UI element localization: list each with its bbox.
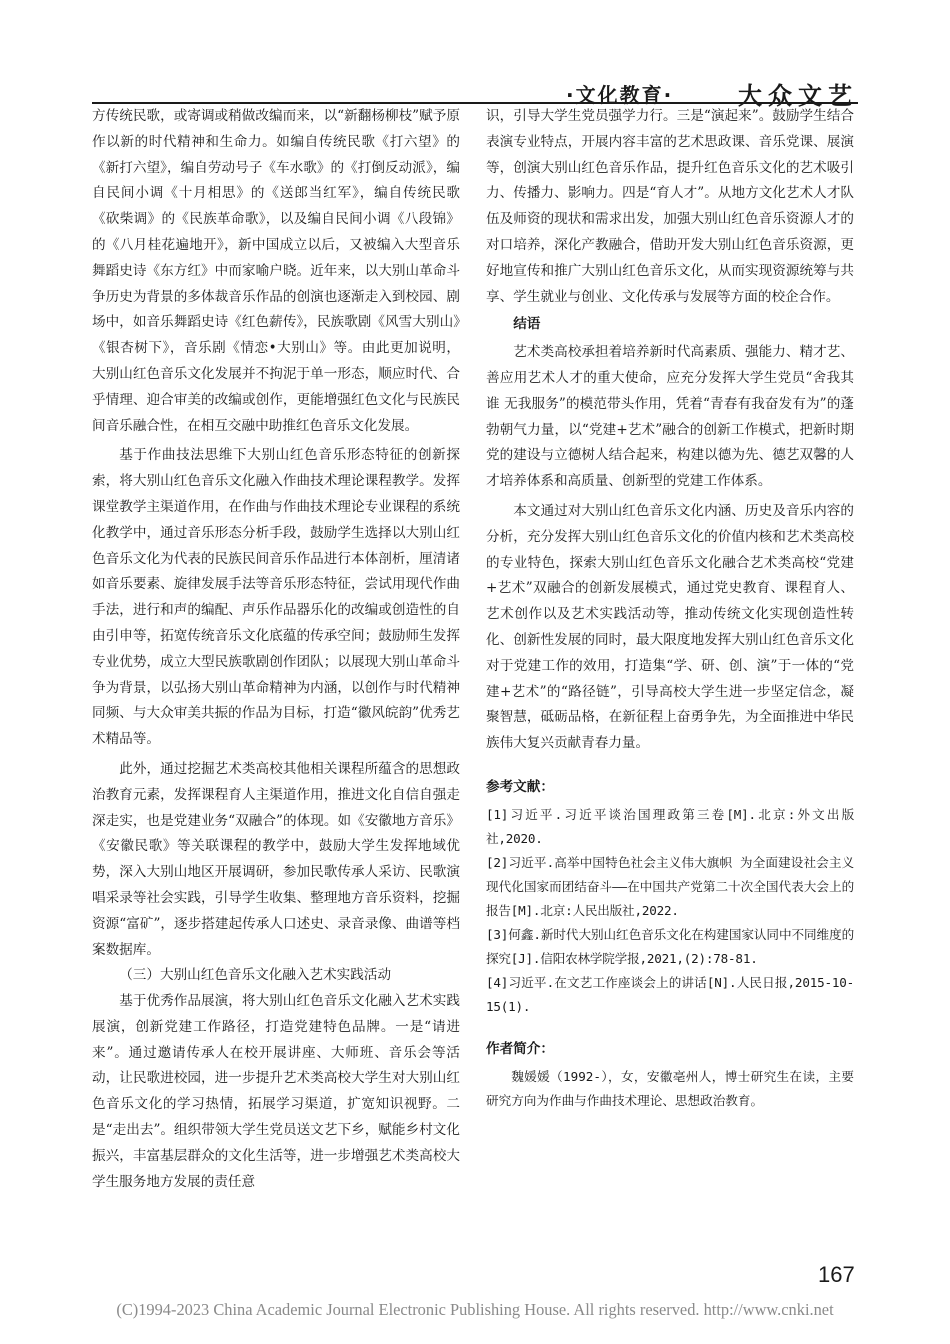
paragraph: 基于优秀作品展演，将大别山红色音乐文化融入艺术实践展演，创新党建工作路径，打造党建特色品牌。一是“请进来”。通过邀请传承人在校开展讲座、大师班、音乐会等活动，让民歌进校园，进一步提升艺术类高校大学生对大别山红色音乐文化的学习热情，拓展学习渠道，扩宽知识视野。二是“走出去”。组织带领大学生党员送文艺下乡，赋能乡村文化振兴，丰富基层群众的文化生活等，进一步增强艺术类高校大学生服务地方发展的责任意 — [92, 993, 460, 1190]
reference-item: [3]何鑫.新时代大别山红色音乐文化在构建国家认同中不同维度的探究[J].信阳农林学院学报,2021,(2):78-81. — [486, 926, 854, 966]
section-subheading: （三）大别山红色音乐文化融入艺术实践活动 — [119, 967, 392, 984]
copyright-footer: (C)1994-2023 China Academic Journal Electronic Publishing House. All rights reserved. http://www.cnki.net — [116, 1300, 834, 1319]
paragraph: 本文通过对大别山红色音乐文化内涵、历史及音乐内容的分析，充分发挥大别山红色音乐文化的价值内核和艺术类高校的专业特色，探索大别山红色音乐文化融合艺术类高校“党建+艺术”双融合的创新发展模式，通过党史教育、课程育人、艺术创作以及艺术实践活动等，推动传统文化实现创造性转化、创新性发展的同时，最大限度地发挥大别山红色音乐文化对于党建工作的效用，打造集“学、研、创、演”于一体的“党建+艺术”的“路径链”，引导高校大学生进一步坚定信念，凝聚智慧，砥砺品格，在新征程上奋勇争先，为全面推进中华民族伟大复兴贡献青春力量。 — [486, 502, 854, 752]
conclusion-heading: 结语 — [513, 316, 541, 333]
right-column — [486, 104, 854, 1113]
references-heading: 参考文献： — [486, 778, 554, 795]
reference-item: [1]习近平.习近平谈治国理政第三卷[M].北京:外文出版社,2020. — [486, 806, 854, 846]
paragraph: 识，引导大学生党员强学力行。三是“演起来”。鼓励学生结合表演专业特点，开展内容丰富的艺术思政课、音乐党课、展演等，创演大别山红色音乐作品，提升红色音乐文化的艺术吸引力、传播力、影响力。四是“育人才”。从地方文化艺术人才队伍及师资的现状和需求出发，加强大别山红色音乐资源人才的对口培养，深化产教融合，借助开发大别山红色音乐资源，更好地宣传和推广大别山红色音乐文化，从而实现资源统筹与共享、学生就业与创业、文化传承与发展等方面的校企合作。 — [486, 108, 854, 305]
page-number: 167 — [818, 1262, 855, 1287]
paragraph: 此外，通过挖掘艺术类高校其他相关课程所蕴含的思想政治教育元素，发挥课程育人主渠道作用，推进文化自信自强走深走实，也是党建业务“双融合”的体现。如《安徽地方音乐》《安徽民歌》等关联课程的教学中，鼓励大学生发挥地域优势，深入大别山地区开展调研，参加民歌传承人采访、民歌演唱采录等社会实践，引导学生收集、整理地方音乐资料，挖掘资源“富矿”，逐步搭建起传承人口述史、录音录像、曲谱等档案数据库。 — [92, 760, 460, 958]
section-label: ·文化教育· — [566, 83, 674, 107]
reference-item: [2]习近平.高举中国特色社会主义伟大旗帜 为全面建设社会主义现代化国家而团结奋斗——在中国共产党第二十次全国代表大会上的报告[M].北京:人民出版社,2022. — [486, 854, 854, 918]
paragraph: 基于作曲技法思维下大别山红色音乐形态特征的创新探索，将大别山红色音乐文化融入作曲技术理论课程教学。发挥课堂教学主渠道作用，在作曲与作曲技术理论专业课程的系统化教学中，通过音乐形态分析手段，鼓励学生选择以大别山红色音乐文化为代表的民族民间音乐作品进行本体剖析，厘清诸如音乐要素、旋律发展手法等音乐形态特征，尝试用现代作曲手法，进行和声的编配、声乐作品器乐化的改编或创造性的自由引申等，拓宽传统音乐文化底蕴的传承空间；鼓励师生发挥专业优势，成立大型民族歌剧创作团队；以展现大别山革命斗争为背景，以弘扬大别山革命精神为内涵，以创作与时代精神同频、与大众审美共振的作品为目标，打造“徽风皖韵”优秀艺术精品等。 — [92, 447, 460, 748]
author-bio: 魏媛媛（1992-），女，安徽亳州人，博士研究生在读，主要研究方向为作曲与作曲技术理论、思想政治教育。 — [486, 1068, 854, 1108]
magazine-title: 大众文艺 — [738, 81, 858, 110]
author-heading: 作者简介： — [486, 1040, 554, 1057]
left-column — [92, 104, 460, 1195]
reference-item: [4]习近平.在文艺工作座谈会上的讲话[N].人民日报,2015-10-15(1). — [486, 974, 854, 1014]
paragraph: 艺术类高校承担着培养新时代高素质、强能力、精才艺、善应用艺术人才的重大使命，应充分发挥大学生党员“舍我其谁 无我服务”的模范带头作用，凭着“青春有我奋发有为”的蓬勃朝气力量，以“党建+艺术”融合的创新工作模式，把新时期党的建设与立德树人结合起来，构建以德为先、德艺双馨的人才培养体系和高质量、创新型的党建工作体系。 — [486, 344, 854, 490]
paragraph: 方传统民歌，或寄调或稍做改编而来，以“新翻杨柳枝”赋予原作以新的时代精神和生命力。如编自传统民歌《打六望》的《新打六望》，编自劳动号子《车水歌》的《打倒反动派》，编自民间小调《十月相思》的《送郎当红军》，编自传统民歌《砍柴调》的《民族革命歌》，以及编自民间小调《八段锦》的《八月桂花遍地开》，新中国成立以后，又被编入大型音乐舞蹈史诗《东方红》中而家喻户晓。近年来，以大别山革命斗争历史为背景的多体裁音乐作品的创演也逐渐走入到校园、剧场中，如音乐舞蹈史诗《红色薪传》，民族歌剧《风雪大别山》《银杏树下》，音乐剧《情恋•大别山》等。由此更加说明，大别山红色音乐文化发展并不拘泥于单一形态，顺应时代、合乎情理、迎合审美的改编或创作，更能增强红色文化与民族民间音乐融合性，在相互交融中助推红色音乐文化发展。 — [92, 108, 460, 434]
